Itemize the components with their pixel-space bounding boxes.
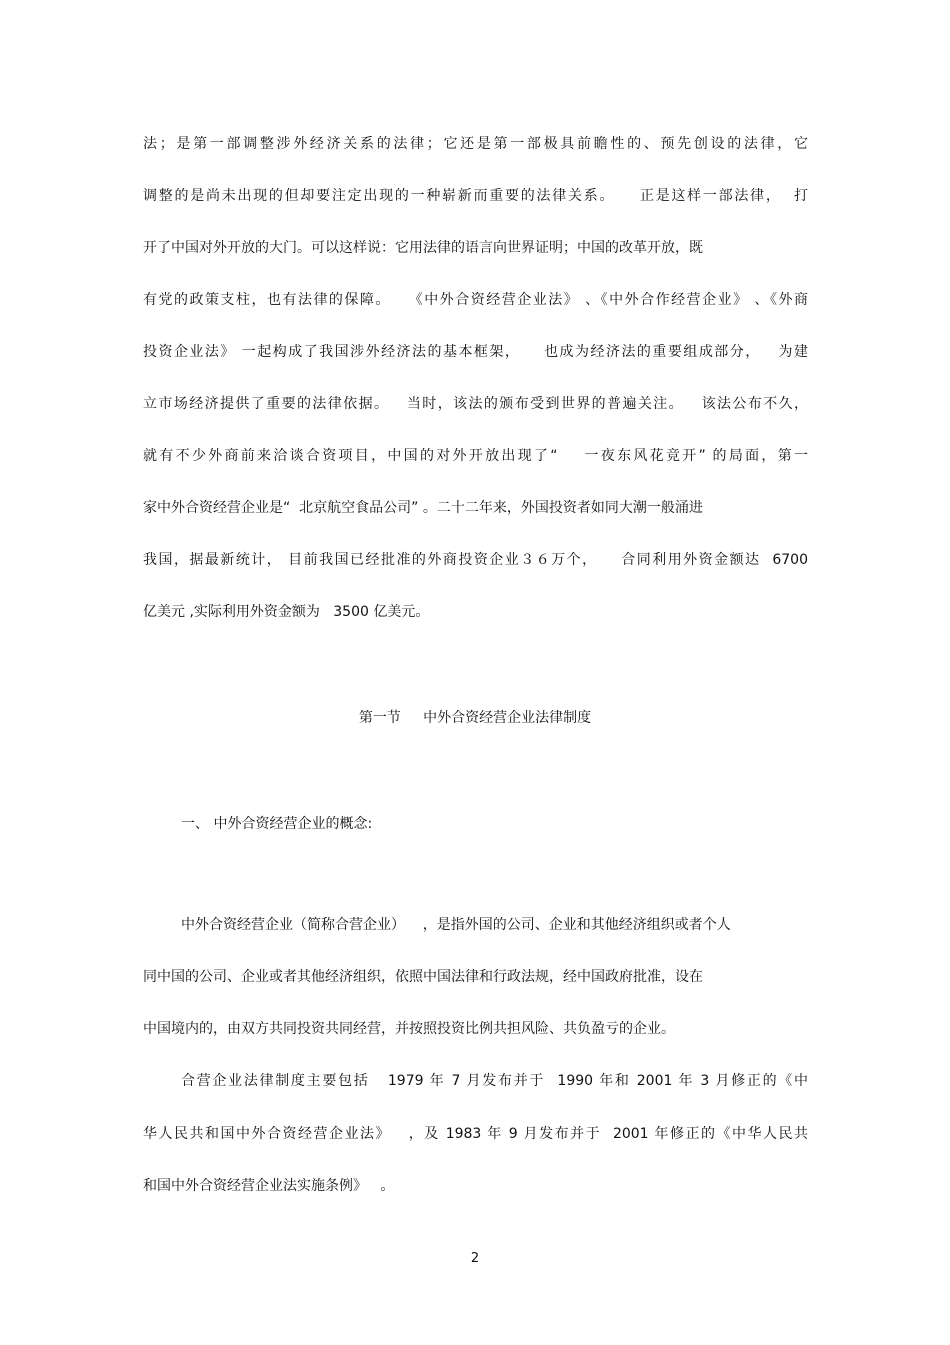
paragraph-line: 合营企业法律制度主要包括 1979 年 7 月发布并于 1990 年和 2001 年 3 月修正的《中 (181, 1073, 808, 1089)
paragraph-line: 同中国的公司、企业或者其他经济组织，依照中国法律和行政法规，经中国政府批准，设在 (143, 969, 703, 985)
paragraph-line: 和国中外合资经营企业法实施条例》 。 (143, 1178, 395, 1194)
paragraph-line: 中外合资经营企业（简称合营企业） ，是指外国的公司、企业和其他经济组织或者个人 (181, 917, 731, 933)
page-number: 2 (470, 1251, 480, 1266)
section-title: 第一节 中外合资经营企业法律制度 (358, 710, 592, 726)
paragraph-line: 我国，据最新统计， 目前我国已经批准的外商投资企业３６万个， 合同利用外资金额达 6700 (143, 552, 808, 568)
paragraph-line: 就有不少外商前来洽谈合资项目，中国的对外开放出现了“ 一夜东风花竞开” 的局面，第一 (143, 448, 808, 464)
paragraph-line: 法；是第一部调整涉外经济关系的法律；它还是第一部极具前瞻性的、预先创设的法律，它 (143, 136, 808, 152)
paragraph-line: 有党的政策支柱，也有法律的保障。 《中外合资经营企业法》 、《中外合作经营企业》 、《外商 (143, 292, 808, 308)
paragraph-line: 亿美元 ,实际利用外资金额为 3500 亿美元。 (143, 604, 430, 620)
paragraph-line: 调整的是尚未出现的但却要注定出现的一种崭新而重要的法律关系。 正是这样一部法律， 打 (143, 188, 808, 204)
paragraph-line: 开了中国对外开放的大门。可以这样说：它用法律的语言向世界证明；中国的改革开放，既 (143, 240, 703, 256)
paragraph-line: 立市场经济提供了重要的法律依据。 当时，该法的颁布受到世界的普遍关注。 该法公布不久， (143, 396, 808, 412)
paragraph-line: 投资企业法》 一起构成了我国涉外经济法的基本框架， 也成为经济法的重要组成部分， 为建 (143, 344, 808, 360)
paragraph-line: 华人民共和国中外合资经营企业法》 ，及 1983 年 9 月发布并于 2001 年修正的《中华人民共 (143, 1126, 808, 1142)
paragraph-line: 家中外合资经营企业是“ 北京航空食品公司” 。二十二年来，外国投资者如同大潮一般涌进 (143, 500, 703, 516)
subheading: 一、 中外合资经营企业的概念: (181, 816, 373, 832)
paragraph-line: 中国境内的，由双方共同投资共同经营，并按照投资比例共担风险、共负盈亏的企业。 (143, 1021, 675, 1037)
